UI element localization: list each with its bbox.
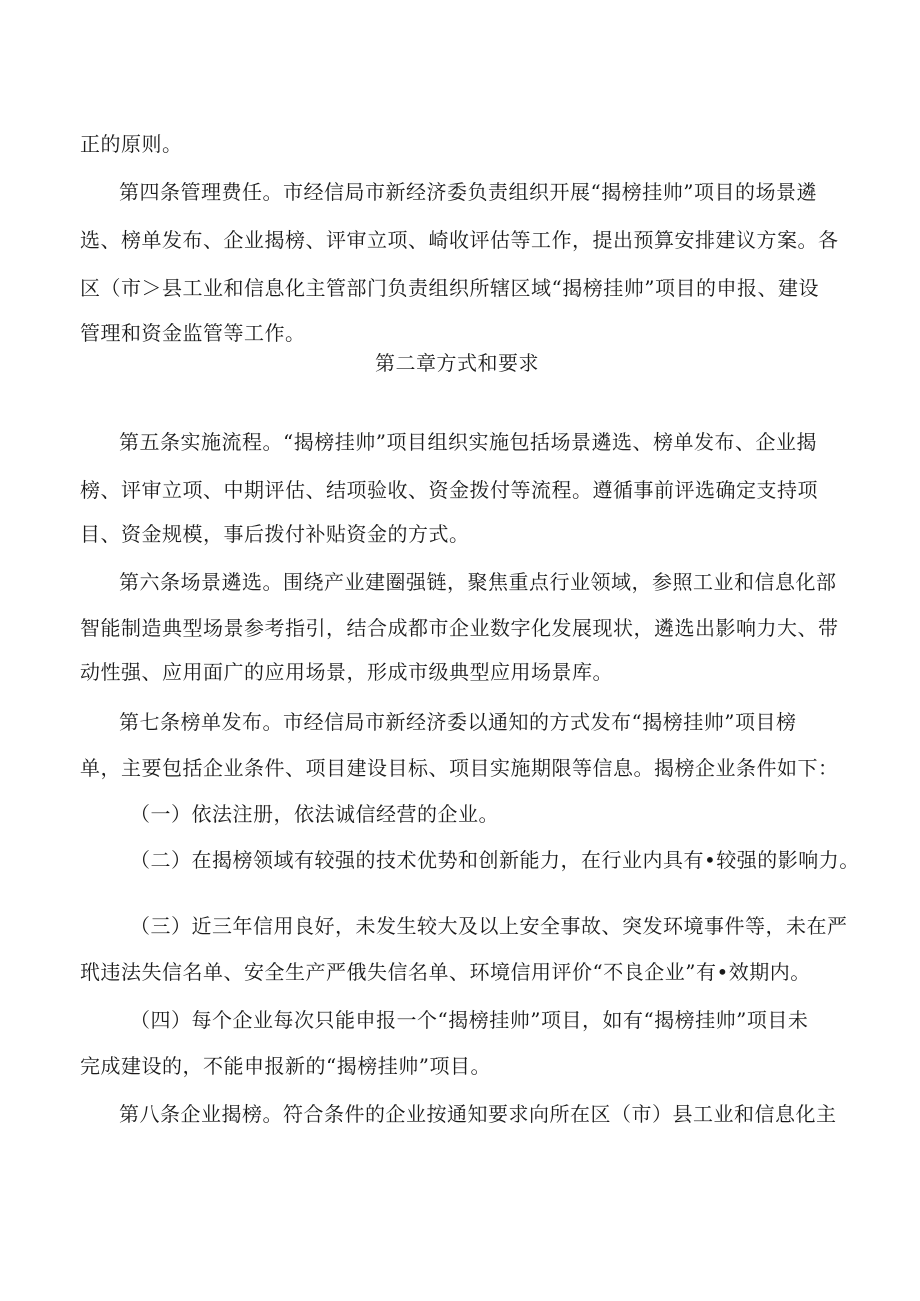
text-line: 智能制造典型场景参考指引，结合成都市企业数字化发展现状，遴选出影响力大、带 xyxy=(80,616,839,640)
text-line: 单，主要包括企业条件、项目建设目标、项目实施期限等信息。揭榜企业条件如下： xyxy=(80,756,839,780)
text-line: 玳违法失信名单、安全生产严俄失信名单、环境信用评价“不良企业”有•效期内。 xyxy=(80,960,811,984)
text-line: （三）近三年信用良好，未发生较大及以上安全事故、突发环境事件等，未在严 xyxy=(130,914,848,938)
chapter-heading: 第二章方式和要求 xyxy=(375,351,539,375)
text-line: 完成建设的，不能申报新的“揭榜挂帅”项目。 xyxy=(80,1054,491,1078)
text-line: 选、榜单发布、企业揭榜、评审立项、崎收评估等工作，提出预算安排建议方案。各 xyxy=(80,228,839,252)
text-line: 动性强、应用面广的应用场景，形成市级典型应用场景库。 xyxy=(80,660,613,684)
text-line: 第八条企业揭榜。符合条件的企业按通知要求向所在区（市）县工业和信息化主 xyxy=(119,1102,837,1126)
text-line: 正的原则。 xyxy=(80,132,183,156)
text-line: 区（市＞县工业和信息化主管部门负责组织所辖区域“揭榜挂帅”项目的申报、建设 xyxy=(80,276,819,300)
text-line: 第四条管理费任。市经信局市新经济委负责组织开展“揭榜挂帅”项目的场景遴 xyxy=(119,180,817,204)
text-line: 管理和资金监管等工作。 xyxy=(80,321,306,345)
text-line: （一）依法注册，依法诚信经营的企业。 xyxy=(130,802,499,826)
text-line: 榜、评审立项、中期评估、结项验收、资金拨付等流程。遵循事前评选确定支持项 xyxy=(80,478,818,502)
text-line: 第六条场景遴选。围绕产业建圈强链，聚焦重点行业领域，参照工业和信息化部 xyxy=(119,570,837,594)
text-line: 第五条实施流程。“揭榜挂帅”项目组织实施包括场景遴选、榜单发布、企业揭 xyxy=(119,430,817,454)
text-line: （二）在揭榜领域有较强的技术优势和创新能力，在行业内具有•较强的影响力。 xyxy=(130,848,860,872)
text-line: 第七条榜单发布。市经信局市新经济委以通知的方式发布“揭榜挂帅”项目榜 xyxy=(119,710,797,734)
text-line: 目、资金规模，事后拨付补贴资金的方式。 xyxy=(80,522,470,546)
text-line: （四）每个企业每次只能申报一个“揭榜挂帅”项目，如有“揭榜挂帅”项目未 xyxy=(130,1008,809,1032)
